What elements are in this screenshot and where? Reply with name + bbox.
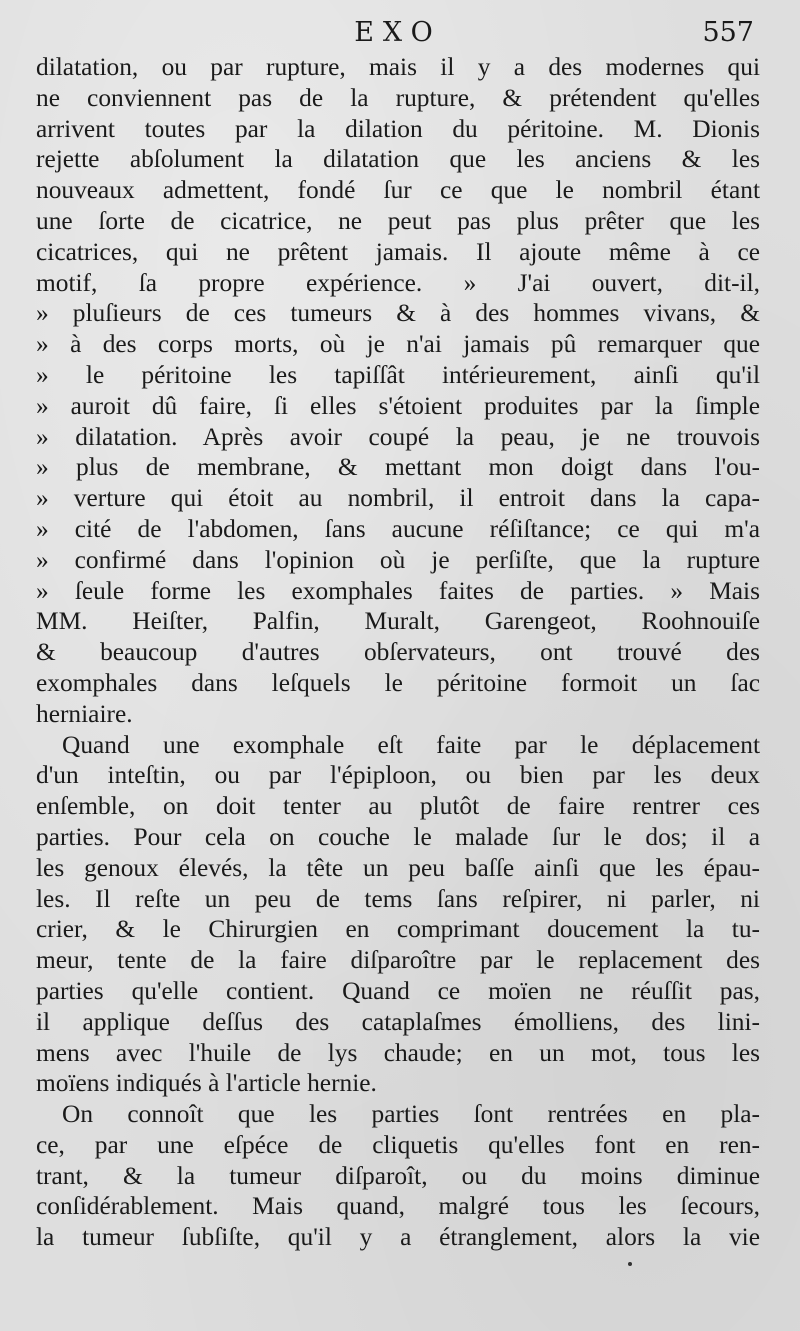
text-line: » pluſieurs de ces tumeurs & à des hommes vivans, &	[36, 299, 760, 328]
text-line: mens avec l'huile de lys chaude; en un mot, tous les	[36, 1038, 760, 1067]
text-line: enſemble, on doit tenter au plutôt de faire rentrer ces	[36, 792, 760, 821]
text-line: les genoux élevés, la tête un peu baſſe ainſi que les épau-	[36, 853, 760, 882]
text-line: » dilatation. Après avoir coupé la peau, je ne trouvois	[36, 422, 760, 451]
text-line: MM. Heiſter, Palfin, Muralt, Garengeot, Roohnouiſe	[36, 607, 760, 636]
text-line-paragraph-start: Quand une exomphale eſt faite par le déplacement	[62, 730, 760, 759]
text-line: » le péritoine les tapiſſât intérieurement, ainſi qu'il	[36, 360, 760, 389]
running-head	[36, 14, 760, 52]
text-line: ce, par une eſpéce de cliquetis qu'elles font en ren-	[36, 1130, 760, 1159]
text-line-paragraph-end: herniaire.	[36, 699, 133, 728]
text-line: » verture qui étoit au nombril, il entroit dans la capa-	[36, 484, 760, 513]
text-line: crier, & le Chirurgien en comprimant doucement la tu-	[36, 915, 760, 944]
text-line: d'un inteſtin, ou par l'épiploon, ou bien par les deux	[36, 761, 760, 790]
text-line: la tumeur ſubſiſte, qu'il y a étranglement, alors la vie	[36, 1223, 760, 1252]
text-line: parties. Pour cela on couche le malade ſur le dos; il a	[36, 822, 760, 851]
text-line: cicatrices, qui ne prêtent jamais. Il ajoute même à ce	[36, 237, 760, 266]
text-line: conſidérablement. Mais quand, malgré tous les ſecours,	[36, 1192, 760, 1221]
text-line: trant, & la tumeur diſparoît, ou du moins diminue	[36, 1161, 760, 1190]
text-line: ne conviennent pas de la rupture, & prétendent qu'elles	[36, 83, 760, 112]
text-line: » auroit dû faire, ſi elles s'étoient produites par la ſimple	[36, 391, 760, 420]
text-line: motif, ſa propre expérience. » J'ai ouvert, dit-il,	[36, 268, 760, 297]
text-line: rejette abſolument la dilatation que les anciens & les	[36, 145, 760, 174]
text-line: il applique deſſus des cataplaſmes émolliens, des lini-	[36, 1007, 760, 1036]
text-line: dilatation, ou par rupture, mais il y a des modernes qui	[36, 53, 760, 81]
text-line: & beaucoup d'autres obſervateurs, ont trouvé des	[36, 638, 760, 667]
text-line-paragraph-start: On connoît que les parties ſont rentrées en pla-	[62, 1100, 760, 1129]
text-line: nouveaux admettent, fondé ſur ce que le nombril étant	[36, 176, 760, 205]
running-head-title: EXO	[354, 17, 442, 48]
body-text	[36, 52, 760, 1253]
text-line: » confirmé dans l'opinion où je perſiſte, que la rupture	[36, 545, 760, 574]
text-line: arrivent toutes par la dilation du péritoine. M. Dionis	[36, 114, 760, 143]
text-line: meur, tente de la faire diſparoître par le replacement des	[36, 946, 760, 975]
text-line: exomphales dans leſquels le péritoine formoit un ſac	[36, 668, 760, 697]
ink-speck	[628, 1262, 632, 1266]
text-line: » cité de l'abdomen, ſans aucune réſiſtance; ce qui m'a	[36, 514, 760, 543]
text-line: » plus de membrane, & mettant mon doigt dans l'ou-	[36, 453, 760, 482]
text-line-paragraph-end: moïens indiqués à l'article hernie.	[36, 1069, 377, 1098]
text-line: les. Il reſte un peu de tems ſans reſpirer, ni parler, ni	[36, 884, 760, 913]
text-line: une ſorte de cicatrice, ne peut pas plus prêter que les	[36, 206, 760, 235]
text-line: » à des corps morts, où je n'ai jamais pû remarquer que	[36, 330, 760, 359]
page-number: 557	[702, 17, 754, 48]
text-line: parties qu'elle contient. Quand ce moïen ne réuſſit pas,	[36, 976, 760, 1005]
text-line: » ſeule forme les exomphales faites de parties. » Mais	[36, 576, 760, 605]
